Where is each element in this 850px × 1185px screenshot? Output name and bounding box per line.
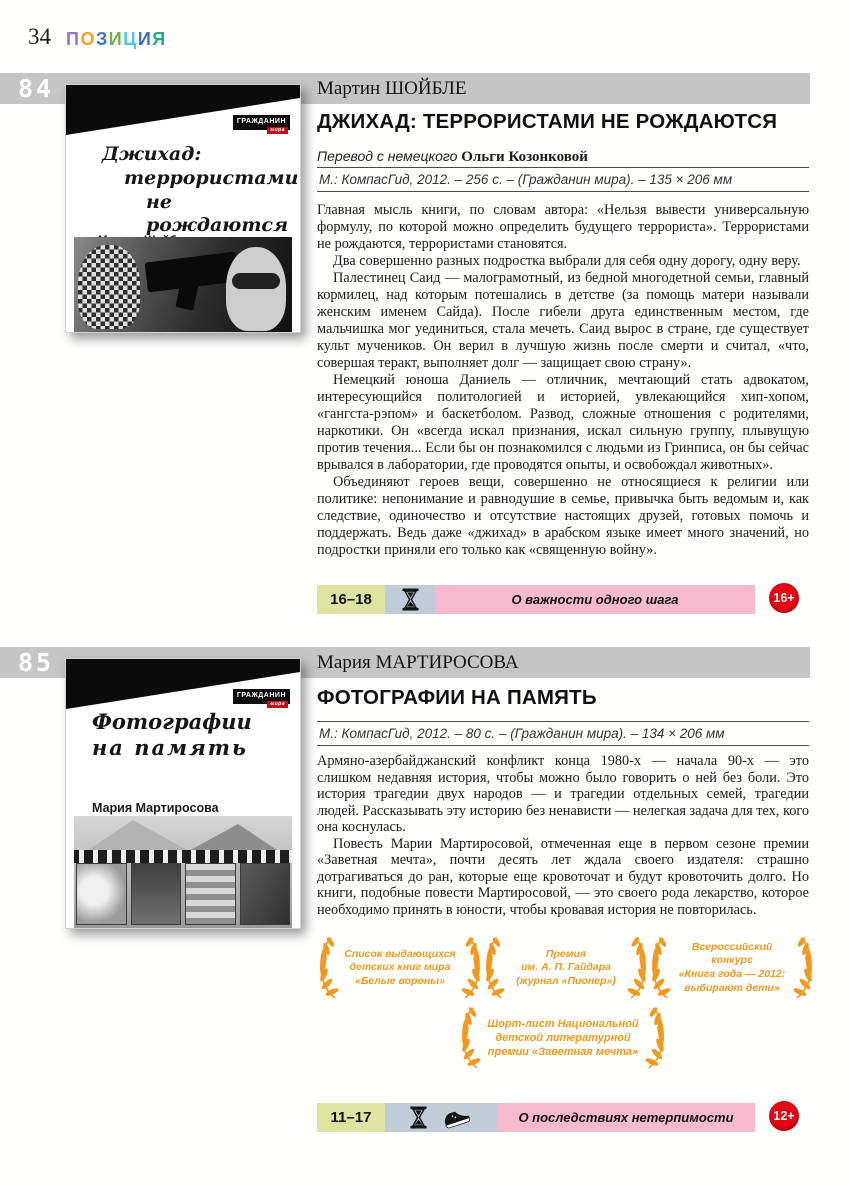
entry-number: 85 (18, 648, 55, 677)
age-rating-badge: 16+ (769, 583, 799, 613)
section-title (66, 29, 167, 50)
body-paragraph: Объединяют героев вещи, совершенно не относящиеся к религии или политике: непонимание и равнодушие в семье, привычка быть ведомым и, как следствие, одиночество и отсутствие настоящих друзей, готовых помочь и поддержать. Ведь даже «джихад» в арабском языке имеет много значений, но подростки приняли его только как «священную войну». (317, 474, 809, 558)
award-text-line: Премия (545, 947, 587, 960)
award-text (507, 948, 625, 989)
laurel-left-icon (483, 936, 505, 1000)
award-text-line: им. А. П. Гайдара (521, 961, 611, 974)
award-text-line: Список выдающихся (344, 947, 456, 960)
photo-frame (131, 863, 182, 925)
cover-title-line: Фотографии (92, 709, 252, 734)
photo-frames (74, 863, 292, 925)
body-paragraph: Армяно-азербайджанский конфликт конца 1980-х — начала 90-х — это слишком недавняя история, чтобы можно было говорить о ней без боли. Это история трагедии двух народов — и трагедии отдельных семей, трагедии людей. Рассказывать эту историю без ненависти — нелегкая задача для тех, кого она коснулась. (317, 753, 809, 835)
cover-title-line: Джихад: (102, 143, 202, 165)
series-logo-text: ГРАЖДАНИН (236, 118, 286, 125)
imprint-line: М.: КомпасГид, 2012. – 256 с. – (Гражданин мира). – 135 × 206 мм (317, 167, 809, 192)
translator-name: Ольги Козонковой (461, 149, 588, 165)
age-range: 11–17 (317, 1103, 385, 1132)
annotation-text (317, 753, 809, 935)
section-letter: З (95, 29, 109, 49)
section-letter: Ц (123, 29, 138, 49)
laurel-right-icon (627, 936, 649, 1000)
cover-title (66, 709, 300, 762)
section-letter: И (108, 29, 124, 49)
translation-line (317, 148, 809, 166)
age-rating-badge: 12+ (769, 1101, 799, 1131)
cover-title (66, 143, 300, 238)
body-paragraph: Два совершенно разных подростка выбрали для себя одну дорогу, одну веру. (333, 253, 801, 269)
category-bar (317, 585, 755, 614)
book-title: ФОТОГРАФИИ НА ПАМЯТЬ (317, 686, 597, 709)
cover-title-line: на память (92, 735, 248, 761)
series-logo (233, 115, 290, 133)
category-icons (385, 585, 435, 614)
section-letter: Я (152, 29, 167, 49)
award-text-line: выбирают дети» (684, 981, 780, 994)
body-paragraph: Главная мысль книги, по словам автора: «Нельзя вывести универсальную формулу, по которой можно определить будущего террориста». Террористами не рождаются, террористами становятся. (317, 202, 809, 252)
laurel-right-icon (793, 936, 815, 1000)
laurel-left-icon (317, 936, 339, 1000)
award-text-line: «Белые вороны» (355, 974, 445, 987)
award-badge (459, 1006, 667, 1070)
annotation-text (317, 202, 809, 583)
laurel-left-icon (459, 1006, 481, 1070)
body-paragraph: Повесть Марии Мартиросовой, отмеченная еще в первом сезоне премии «Заветная мечта», почти десять лет ждала своего издателя: страшно дотрагиваться до ран, которые еще кровоточат и будут кровоточить долго. Но книги, подобные повести Мартиросовой, — это своего рода лекарство, которое необходимо принять в юности, чтобы кровавая история не повторилась. (317, 835, 809, 918)
awards-row-2 (317, 1006, 809, 1070)
cover-photo (74, 237, 292, 332)
cover-author-name: Мария Мартиросова (92, 801, 219, 815)
laurel-right-icon (645, 1006, 667, 1070)
section-letter: О (80, 29, 96, 49)
section-letter: П (66, 29, 81, 49)
book-title: ДЖИХАД: ТЕРРОРИСТАМИ НЕ РОЖДАЮТСЯ (317, 110, 778, 133)
category-bar (317, 1103, 755, 1132)
award-text-line: «Книга года — 2012: (678, 968, 786, 980)
hourglass-icon (410, 1106, 427, 1129)
page-number: 34 (28, 24, 51, 49)
body-paragraph: Палестинец Саид — малограмотный, из бедной многодетной семьи, главный кормилец, над которым потешались в детстве (за помощь матери называли женским именем Сайда). После гибели друга единственным местом, где мальчишка мог уединиться, стала мечеть. Саид вырос в стране, где существует культ мучеников. Он верил в лучшую жизнь после смерти и считал, «что, совершая теракт, выполняет долг — защищает свою страну». (317, 270, 809, 371)
book-cover (65, 658, 301, 929)
photo-frame (240, 863, 291, 925)
rifle-magazine-shape (175, 281, 198, 310)
keffiyeh-figure (78, 245, 140, 329)
section-letter: И (137, 29, 153, 49)
category-icons (385, 1103, 497, 1132)
cover-photo (74, 816, 292, 928)
cover-author (66, 801, 326, 815)
translation-prefix: Перевод с немецкого (317, 148, 458, 164)
masked-face-figure (226, 247, 286, 331)
award-badge (649, 936, 815, 1000)
tagline: О последствиях нетерпимости (497, 1103, 755, 1132)
book-cover (65, 84, 301, 333)
photo-frame (185, 863, 236, 925)
award-text-line: (журнал «Пионер») (516, 974, 616, 987)
filmstrip (74, 850, 292, 863)
award-badge (317, 936, 483, 1000)
entry-number: 84 (18, 74, 55, 103)
cover-title-line: террористами (124, 166, 299, 189)
award-text-line: премии «Заветная мечта» (487, 1046, 639, 1059)
age-range: 16–18 (317, 585, 385, 614)
photo-frame (76, 863, 127, 925)
author-name: Мартин ШОЙБЛЕ (317, 78, 467, 99)
author-name: Мария МАРТИРОСОВА (317, 652, 519, 673)
series-logo-text: ГРАЖДАНИН (236, 692, 286, 699)
awards-row (317, 936, 809, 1000)
award-text (483, 1017, 643, 1060)
series-logo-sub: мира (267, 701, 288, 708)
award-text-line: детской литературной (495, 1031, 631, 1044)
award-text-line: Шорт-лист Национальной (487, 1017, 639, 1030)
tagline: О важности одного шага (435, 585, 755, 614)
series-logo (233, 689, 290, 707)
imprint-line: М.: КомпасГид, 2012. – 80 с. – (Гражданин мира). – 134 × 206 мм (317, 721, 809, 746)
laurel-right-icon (461, 936, 483, 1000)
series-logo-sub: мира (267, 127, 288, 134)
award-badge (483, 936, 649, 1000)
award-text (673, 941, 791, 996)
sneaker-icon (439, 1107, 473, 1129)
cover-title-line: не рождаются (146, 190, 289, 237)
laurel-left-icon (649, 936, 671, 1000)
award-text-line: детских книг мира (349, 961, 451, 974)
award-text-line: Всероссийский конкурс (691, 940, 773, 967)
hourglass-icon (402, 588, 419, 611)
body-paragraph: Немецкий юноша Даниель — отличник, мечтающий стать адвокатом, интересующийся политологией и историей, увлекающийся хип-хопом, «гангста-рэпом» и баскетболом. Развод, сложные отношения с родителями, наркотики. Он «всегда искал признания, искал сильную группу, плывущую против течения... Если бы он познакомился с людьми из Гринписа, он бы сейчас врывался в лаборатории, где проводятся опыты, и освобождал животных». (317, 372, 809, 473)
award-text (341, 948, 459, 989)
